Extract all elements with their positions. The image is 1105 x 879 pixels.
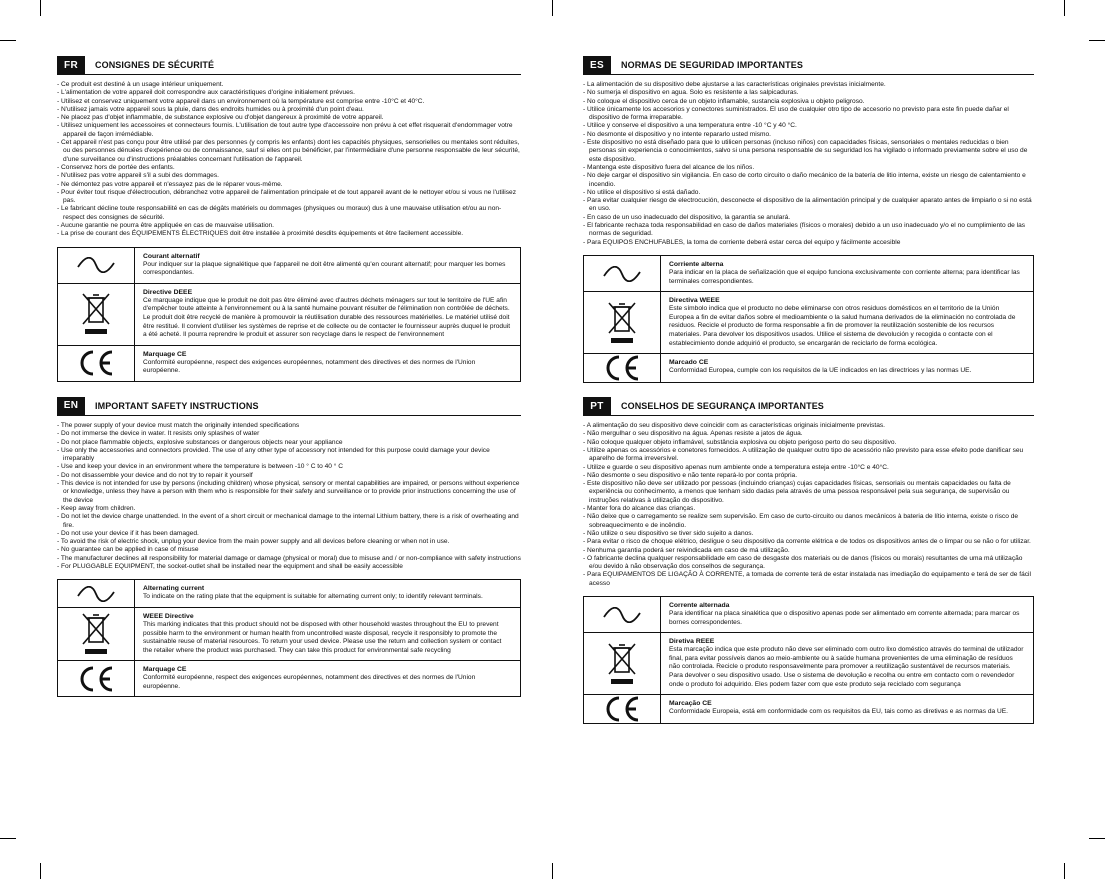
- rule-item: - Utilice únicamente los accesorios y conectores suministrados. El uso de cualquier otro tipo de accesorio no previsto para este fin puede dañar el dispositivo de forma irreparable.: [583, 106, 1034, 123]
- rule-item: - Não coloque qualquer objeto inflamável, substância explosiva ou objeto perigoso perto do seu dispositivo.: [583, 439, 1034, 447]
- section-en: [57, 397, 521, 698]
- symbol-description: Pour indiquer sur la plaque signalétique que l'appareil ne doit être alimenté qu'en courant alternatif; pour marquer les bornes correspondantes.: [143, 260, 506, 277]
- rule-item: - O fabricante declina qualquer responsabilidade em caso de desgaste dos materiais ou de danos (físicos ou morais) resultantes de uma má utilização e/ou devido à não observação dos conselhos de segurança.: [583, 555, 1034, 572]
- symbol-row-weee: [58, 283, 520, 345]
- section-pt: [583, 397, 1034, 724]
- rule-item: - Para evitar o risco de choque elétrico, desligue o seu dispositivo da corrente elétrica e de todos os dispositivos antes de o limpar ou se não o for utilizar.: [583, 538, 1034, 546]
- rule-item: - Ne placez pas d'objet inflammable, de substance explosive ou d'objet dangereux à proximité de votre appareil.: [57, 114, 521, 122]
- section-header: [57, 397, 521, 416]
- crop-mark: [1064, 0, 1065, 16]
- rule-item: - No guarantee can be applied in case of misuse: [57, 546, 521, 554]
- symbol-title: Directiva WEEE: [669, 297, 720, 305]
- symbol-title: WEEE Directive: [143, 612, 194, 620]
- symbol-row-weee: [58, 607, 520, 660]
- rule-item: - Não desmonte o seu dispositivo e não tente repará-lo por conta própria.: [583, 472, 1034, 480]
- symbol-description: Conformidade Europeia, está em conformidade com os requisitos da EU, tais como as diretivas e as normas da UE.: [669, 708, 1009, 716]
- left-column: [57, 56, 521, 697]
- rule-item: - No sumerja el dispositivo en agua. Solo es resistente a las salpicaduras.: [583, 89, 1034, 97]
- symbol-title: Marcação CE: [669, 700, 712, 708]
- rule-item: - Este dispositivo não deve ser utilizado por pessoas (incluindo crianças) cujas capacidades físicas, sensoriais ou mentais capacidades ou falta de experiência ou conhecimento, a menos que tenham sido dadas pela através de uma pessoa responsável pela sua segurança, de supervisão ou instruções relativas à utilização do dispositivo.: [583, 480, 1034, 505]
- symbol-row-ce: [58, 660, 520, 696]
- ac-wave-icon: [58, 580, 135, 607]
- symbol-description: Ce marquage indique que le produit ne doit pas être éliminé avec d'autres déchets ménagers sur tout le territoire de l'UE afin d'empêcher toute atteinte à l'environnement ou à la santé humaine pouvant résulter de l'élimination non contrôlée de déchets. Le produit doit être recyclé de manière à promouvoir la réutilisation durable des ressources matérielles. Le matériel utilisé doit être restitué. Il convient d'utiliser les systèmes de reprise et de collecte ou de contacter le fournisseur auprès duquel le produit a été acheté. Il pourra reprendre le produit et assurer son recyclage dans le respect de l'environnement: [143, 296, 511, 339]
- rule-item: - Utilize apenas os acessórios e conetores fornecidos. A utilização de qualquer outro tipo de acessório não previsto para esse efeito pode danificar seu aparelho de forma irreversível.: [583, 447, 1034, 464]
- rule-item: - Nenhuma garantia poderá ser reivindicada em caso de má utilização.: [583, 547, 1034, 555]
- crop-mark: [40, 863, 41, 879]
- symbols-table: [583, 255, 1034, 383]
- rule-item: - N'utilisez jamais votre appareil sous la pluie, dans des endroits humides ou à proximité d'un point d'eau.: [57, 106, 521, 114]
- crop-mark: [0, 838, 16, 839]
- rule-item: - Conservez hors de portée des enfants.: [57, 164, 521, 172]
- rules-list: [57, 422, 521, 571]
- language-badge: ES: [583, 56, 611, 74]
- symbol-description: Este símbolo indica que el producto no debe eliminarse con otros residuos domésticos en el territorio de la Unión Europea a fin de evitar daños sobre el medioambiente o la salud humana derivados de la eliminación no controlada de residuos. Recicle el producto de forma responsable a fin de promover la reutilización sostenible de los recursos materiales. Para devolver los dispositivos usados. Utilice el sistema de devolución y recogida o contacte con el establecimiento donde adquirió el producto, se encargarán de reciclarlo de forma ecológica.: [669, 305, 1016, 347]
- rule-item: - Pour éviter tout risque d'électrocution, débranchez votre appareil de l'alimentation principale et de tout appareil avant de le nettoyer et/ou si vous ne l'utilisez pas.: [57, 189, 521, 206]
- rule-item: - For PLUGGABLE EQUIPMENT, the socket-outlet shall be installed near the equipment and shall be easily accessible: [57, 563, 521, 571]
- rule-item: - Mantenga este dispositivo fuera del alcance de los niños.: [583, 164, 1034, 172]
- rule-item: - Do not disassemble your device and do not try to repair it yourself: [57, 472, 521, 480]
- rule-item: - N'utilisez pas votre appareil s'il a subi des dommages.: [57, 172, 521, 180]
- symbol-title: Marquage CE: [143, 666, 187, 674]
- rule-item: - Do not let the device charge unattended. In the event of a short circuit or mechanical damage to the internal Lithium battery, there is a risk of overheating and fire.: [57, 513, 521, 530]
- symbol-description: Para identificar na placa sinalética que o dispositivo apenas pode ser alimentado em corrente alternada; para marcar os bornes correspondentes.: [669, 610, 1020, 626]
- section-title: NORMAS DE SEGURIDAD IMPORTANTES: [621, 60, 803, 70]
- rule-item: - No deje cargar el dispositivo sin vigilancia. En caso de corto circuito o daño mecánico de la batería de litio interna, existe un riesgo de calentamiento e incendio.: [583, 172, 1034, 189]
- rule-item: - Não utilize o seu dispositivo se tiver sido sujeito a danos.: [583, 530, 1034, 538]
- symbol-description: Esta marcação indica que este produto não deve ser eliminado com outro lixo doméstico através do terminal de utilizador final, para evitar possíveis danos ao meio-ambiente ou à saúde humana provenientes de uma eliminação de resíduos não controlada. Recicle o produto responsavelmente para promover a reutilização sustentável de recursos materiais. Para devolver o seu dispositivo usado. Use o sistema de devolução e recolha ou entre em contacto com o revendedor onde o produto foi adquirido. Eles podem fazer com que este produto seja reciclado com segurança: [669, 646, 1024, 688]
- symbol-title: Marcado CE: [669, 359, 709, 367]
- symbol-description: To indicate on the rating plate that the equipment is suitable for alternating current only; to identify relevant terminals.: [143, 593, 483, 601]
- rules-list: [583, 81, 1034, 247]
- symbol-title: Directive DEEE: [143, 288, 193, 296]
- rule-item: - Ce produit est destiné à un usage intérieur uniquement.: [57, 81, 521, 89]
- crop-mark: [1089, 40, 1105, 41]
- symbol-row-ce: [58, 345, 520, 381]
- rule-item: - The manufacturer declines all responsibility for material damage or damage (physical or moral) due to misuse and / or non-compliance with safety instructions: [57, 555, 521, 563]
- rule-item: - Cet appareil n'est pas conçu pour être utilisé par des personnes (y compris les enfants) dont les capacités physiques, sensorielles ou mentales sont réduites, ou des personnes dénuées d'expérience ou de connaissance, sauf si elles ont pu bénéficier, par l'intermédiaire d'une personne responsable de leur sécurité, d'une surveillance ou d'instructions préalables concernant l'utilisation de l'appareil.: [57, 139, 521, 164]
- symbol-description: This marking indicates that this product should not be disposed with other household wastes throughout the EU to prevent possible harm to the environment or human health from uncontrolled waste disposal, recycle it responsibly to promote the sustainable reuse of material resources. To return your used device. Please use the return and collection system or contact the retailer where the product was purchased. They can take this product for environmental safe recycling: [143, 620, 502, 654]
- rule-item: - No desmonte el dispositivo y no intente repararlo usted mismo.: [583, 131, 1034, 139]
- language-badge: EN: [57, 397, 85, 415]
- symbol-row-ac: [584, 256, 1033, 291]
- section-es: [583, 56, 1034, 383]
- rule-item: - Use and keep your device in an environment where the temperature is between -10 ° C to 40 ° C: [57, 463, 521, 471]
- section-title: IMPORTANT SAFETY INSTRUCTIONS: [95, 400, 259, 411]
- symbol-row-ac: [58, 248, 520, 283]
- symbols-table: [583, 596, 1034, 724]
- crop-mark: [552, 0, 553, 16]
- symbol-title: Courant alternatif: [143, 252, 200, 260]
- rule-item: - L'alimentation de votre appareil doit correspondre aux caractéristiques d'origine initialement prévues.: [57, 89, 521, 97]
- weee-bin-icon: [584, 633, 661, 694]
- rule-item: - Utilize e guarde o seu dispositivo apenas num ambiente onde a temperatura esteja entre -10°C e 40°C.: [583, 464, 1034, 472]
- rule-item: - Do not immerse the device in water. It resists only splashes of water: [57, 430, 521, 438]
- rule-item: - A alimentação do seu dispositivo deve coincidir com as características originais inicialmente previstas.: [583, 422, 1034, 430]
- rule-item: - Do not place flammable objects, explosive substances or dangerous objects near your appliance: [57, 439, 521, 447]
- rule-item: - Não mergulhar o seu dispositivo na água. Apenas resiste a jatos de água.: [583, 430, 1034, 438]
- symbol-row-weee: [584, 632, 1033, 694]
- weee-bin-icon: [58, 284, 135, 345]
- rule-item: - Utilisez et conservez uniquement votre appareil dans un environnement où la température est comprise entre -10°C et 40°C.: [57, 98, 521, 106]
- ce-mark-icon: [58, 346, 135, 381]
- rule-item: - Manter fora do alcance das crianças.: [583, 505, 1034, 513]
- symbols-table: [57, 247, 521, 382]
- ac-wave-icon: [584, 597, 661, 632]
- symbol-title: Corriente alterna: [669, 260, 724, 268]
- ac-wave-icon: [58, 248, 135, 283]
- crop-mark: [1089, 838, 1105, 839]
- rule-item: - El fabricante rechaza toda responsabilidad en caso de daños materiales (físicos o morales) debido a un uso inadecuado y/o el no cumplimiento de las normas de seguridad.: [583, 222, 1034, 239]
- ce-mark-icon: [584, 695, 661, 723]
- language-badge: PT: [583, 397, 611, 415]
- rule-item: - Aucune garantie ne pourra être appliquée en cas de mauvaise utilisation.: [57, 222, 521, 230]
- rules-list: [57, 81, 521, 239]
- rule-item: - En caso de un uso inadecuado del dispositivo, la garantía se anulará.: [583, 214, 1034, 222]
- rule-item: - La prise de courant des ÉQUIPEMENTS ÉLECTRIQUES doit être installée à proximité desdits équipements et être facilement accessible.: [57, 230, 521, 238]
- rule-item: - Use only the accessories and connectors provided. The use of any other type of accessory not intended for this purpose could damage your device irreparably: [57, 447, 521, 464]
- crop-mark: [0, 40, 16, 41]
- section-header: [583, 56, 1034, 75]
- section-fr: [57, 56, 521, 382]
- rule-item: - Le fabricant décline toute responsabilité en cas de dégâts matériels ou dommages (physiques ou moraux) dus à une mauvaise utilisation et/ou au non-respect des consignes de sécurité.: [57, 205, 521, 222]
- rule-item: - Para evitar cualquier riesgo de electrocución, desconecte el dispositivo de la alimentación principal y de cualquier aparato antes de limpiarlo o si no está en uso.: [583, 197, 1034, 214]
- ac-wave-icon: [584, 256, 661, 291]
- rule-item: - Para EQUIPAMENTOS DE LIGAÇÃO À CORRENTE, a tomada de corrente terá de estar instalada nas imediação do equipamento e terá de ser de fácil acesso: [583, 571, 1034, 588]
- rule-item: - No utilice el dispositivo si está dañado.: [583, 189, 1034, 197]
- rule-item: - La alimentación de su dispositivo debe ajustarse a las características originales previstas inicialmente.: [583, 81, 1034, 89]
- symbol-title: Alternating current: [143, 585, 205, 593]
- crop-mark: [40, 0, 41, 16]
- section-header: [57, 56, 521, 75]
- rule-item: - The power supply of your device must match the originally intended specifications: [57, 422, 521, 430]
- symbol-description: Para indicar en la placa de señalización que el equipo funciona exclusivamente con corriente alterna; para identificar las terminales correspondientes.: [669, 268, 1020, 285]
- symbol-title: Diretiva REEE: [669, 638, 715, 646]
- symbol-row-ce: [584, 353, 1033, 382]
- crop-mark: [552, 863, 553, 879]
- symbol-row-ac: [58, 580, 520, 607]
- ce-mark-icon: [58, 661, 135, 696]
- rule-item: - Do not use your device if it has been damaged.: [57, 530, 521, 538]
- symbol-title: Marquage CE: [143, 350, 187, 358]
- crop-mark: [1064, 863, 1065, 879]
- rule-item: - Ne démontez pas votre appareil et n'essayez pas de le réparer vous-même.: [57, 181, 521, 189]
- weee-bin-icon: [584, 292, 661, 353]
- symbol-description: Conformité européenne, respect des exigences européennes, notamment des directives et des normes de l'Union européenne.: [143, 674, 476, 690]
- rule-item: - Utilice y conserve el dispositivo a una temperatura entre -10 °C y 40 °C.: [583, 122, 1034, 130]
- rule-item: - Utilisez uniquement les accessoires et connecteurs fournis. L'utilisation de tout autre type d'accessoire non prévu à cet effet risquerait d'endommager votre appareil de façon irrémédiable.: [57, 122, 521, 139]
- symbol-title: Corrente alternada: [669, 602, 730, 610]
- rule-item: - Keep away from children.: [57, 505, 521, 513]
- weee-bin-icon: [58, 608, 135, 660]
- symbol-description: Conformidad Europea, cumple con los requisitos de la UE indicados en las directrices y las normas UE.: [669, 367, 972, 375]
- section-title: CONSELHOS DE SEGURANÇA IMPORTANTES: [621, 401, 824, 412]
- section-title: CONSIGNES DE SÉCURITÉ: [95, 60, 215, 70]
- rule-item: - Para EQUIPOS ENCHUFABLES, la toma de corriente deberá estar cerca del equipo y fácilmente accesible: [583, 239, 1034, 247]
- right-column: [583, 56, 1034, 724]
- symbol-row-weee: [584, 291, 1033, 353]
- ce-mark-icon: [584, 354, 661, 382]
- rule-item: - This device is not intended for use by persons (including children) whose physical, sensory or mental capabilities are impaired, or persons without experience or knowledge, unless they have a person with them who is responsible for their safety and surveillance or to provide prior instructions concerning the use of the device: [57, 480, 521, 505]
- symbols-table: [57, 579, 521, 697]
- rule-item: - Este dispositivo no está diseñado para que lo utilicen personas (incluso niños) con capacidades físicas, sensoriales o mentales reducidas o bien personas sin experiencia o conocimientos, salvo si una persona responsable de su seguridad los ha vigilado o informado previamente sobre el uso de este dispositivo.: [583, 139, 1034, 164]
- symbol-description: Conformité européenne, respect des exigences européennes, notamment des directives et des normes de l'Union européenne.: [143, 358, 476, 375]
- language-badge: FR: [57, 56, 85, 74]
- symbol-row-ac: [584, 597, 1033, 632]
- symbol-row-ce: [584, 694, 1033, 723]
- rules-list: [583, 422, 1034, 588]
- rule-item: - To avoid the risk of electric shock, unplug your device from the main power supply and all devices before cleaning or when not in use.: [57, 538, 521, 546]
- section-header: [583, 397, 1034, 416]
- rule-item: - No coloque el dispositivo cerca de un objeto inflamable, sustancia explosiva u objeto peligroso.: [583, 98, 1034, 106]
- rule-item: - Não deixe que o carregamento se realize sem supervisão. Em caso de curto-circuito ou danos mecânicos à bateria de lítio interna, existe o risco de sobreaquecimento e de incêndio.: [583, 513, 1034, 530]
